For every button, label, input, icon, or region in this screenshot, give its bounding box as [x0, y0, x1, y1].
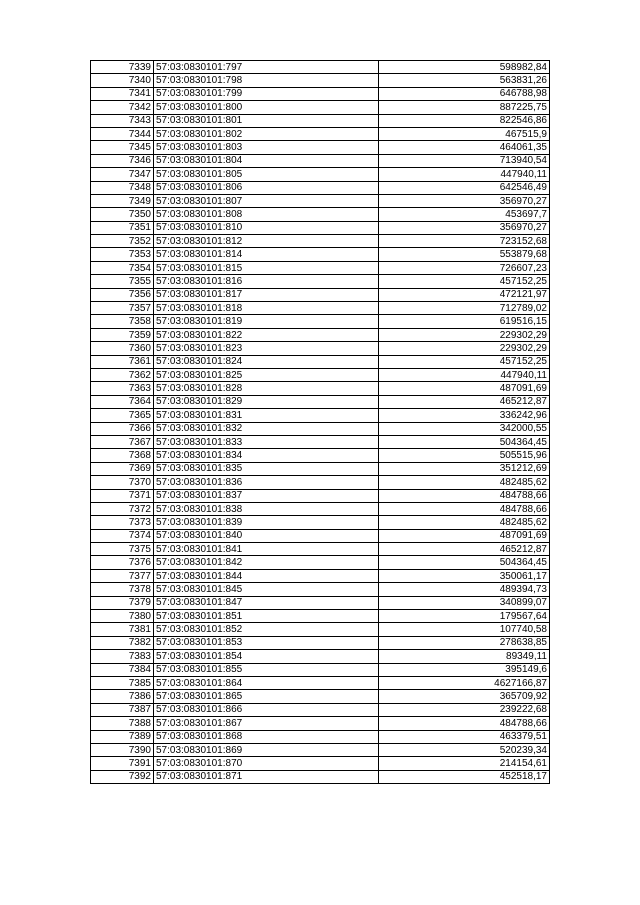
cadastral-value-cell: 107740,58 [379, 623, 550, 636]
table-row [91, 221, 550, 234]
cadastral-value-cell: 356970,27 [379, 194, 550, 207]
table-row [91, 235, 550, 248]
cadastral-value-cell: 465212,87 [379, 543, 550, 556]
row-number-cell: 7341 [91, 87, 154, 100]
table-row [91, 663, 550, 676]
row-number-cell: 7350 [91, 208, 154, 221]
table-row [91, 610, 550, 623]
table-row [91, 650, 550, 663]
row-number-cell: 7380 [91, 610, 154, 623]
cadastral-number-cell: 57:03:0830101:804 [154, 154, 379, 167]
row-number-cell: 7364 [91, 395, 154, 408]
table-body [91, 61, 550, 784]
cadastral-number-cell: 57:03:0830101:828 [154, 382, 379, 395]
cadastral-number-cell: 57:03:0830101:823 [154, 342, 379, 355]
table-row [91, 516, 550, 529]
table-row [91, 275, 550, 288]
cadastral-value-cell: 179567,64 [379, 610, 550, 623]
cadastral-value-cell: 484788,66 [379, 489, 550, 502]
table-row [91, 449, 550, 462]
cadastral-number-cell: 57:03:0830101:866 [154, 703, 379, 716]
cadastral-number-cell: 57:03:0830101:842 [154, 556, 379, 569]
table-row [91, 502, 550, 515]
table-row [91, 74, 550, 87]
cadastral-value-cell: 520239,34 [379, 743, 550, 756]
cadastral-value-cell: 484788,66 [379, 502, 550, 515]
cadastral-number-cell: 57:03:0830101:835 [154, 462, 379, 475]
table-row [91, 127, 550, 140]
cadastral-number-cell: 57:03:0830101:864 [154, 676, 379, 689]
cadastral-number-cell: 57:03:0830101:814 [154, 248, 379, 261]
row-number-cell: 7343 [91, 114, 154, 127]
cadastral-value-cell: 342000,55 [379, 422, 550, 435]
cadastral-number-cell: 57:03:0830101:816 [154, 275, 379, 288]
cadastral-value-cell: 504364,45 [379, 556, 550, 569]
table-row [91, 623, 550, 636]
cadastral-number-cell: 57:03:0830101:799 [154, 87, 379, 100]
row-number-cell: 7381 [91, 623, 154, 636]
cadastral-value-cell: 350061,17 [379, 569, 550, 582]
cadastral-number-cell: 57:03:0830101:851 [154, 610, 379, 623]
row-number-cell: 7361 [91, 355, 154, 368]
cadastral-number-cell: 57:03:0830101:867 [154, 717, 379, 730]
cadastral-number-cell: 57:03:0830101:812 [154, 235, 379, 248]
cadastral-value-cell: 4627166,87 [379, 676, 550, 689]
cadastral-value-cell: 487091,69 [379, 382, 550, 395]
cadastral-value-cell: 489394,73 [379, 583, 550, 596]
row-number-cell: 7384 [91, 663, 154, 676]
row-number-cell: 7365 [91, 409, 154, 422]
row-number-cell: 7351 [91, 221, 154, 234]
cadastral-value-cell: 822546,86 [379, 114, 550, 127]
cadastral-number-cell: 57:03:0830101:869 [154, 743, 379, 756]
table-row [91, 583, 550, 596]
table-row [91, 87, 550, 100]
cadastral-number-cell: 57:03:0830101:837 [154, 489, 379, 502]
cadastral-number-cell: 57:03:0830101:806 [154, 181, 379, 194]
cadastral-number-cell: 57:03:0830101:840 [154, 529, 379, 542]
row-number-cell: 7376 [91, 556, 154, 569]
cadastral-number-cell: 57:03:0830101:845 [154, 583, 379, 596]
cadastral-number-cell: 57:03:0830101:831 [154, 409, 379, 422]
cadastral-value-cell: 395149,6 [379, 663, 550, 676]
row-number-cell: 7347 [91, 168, 154, 181]
table-row [91, 302, 550, 315]
cadastral-value-cell: 447940,11 [379, 168, 550, 181]
cadastral-number-cell: 57:03:0830101:833 [154, 435, 379, 448]
cadastral-value-cell: 457152,25 [379, 355, 550, 368]
table-row [91, 61, 550, 74]
cadastral-value-cell: 482485,62 [379, 516, 550, 529]
row-number-cell: 7362 [91, 368, 154, 381]
cadastral-number-cell: 57:03:0830101:818 [154, 302, 379, 315]
table-row [91, 248, 550, 261]
table-row [91, 676, 550, 689]
row-number-cell: 7392 [91, 770, 154, 783]
row-number-cell: 7368 [91, 449, 154, 462]
cadastral-number-cell: 57:03:0830101:808 [154, 208, 379, 221]
row-number-cell: 7391 [91, 757, 154, 770]
row-number-cell: 7363 [91, 382, 154, 395]
table-row [91, 462, 550, 475]
cadastral-number-cell: 57:03:0830101:839 [154, 516, 379, 529]
cadastral-number-cell: 57:03:0830101:853 [154, 636, 379, 649]
table-row [91, 154, 550, 167]
row-number-cell: 7355 [91, 275, 154, 288]
row-number-cell: 7353 [91, 248, 154, 261]
cadastral-number-cell: 57:03:0830101:824 [154, 355, 379, 368]
row-number-cell: 7342 [91, 101, 154, 114]
row-number-cell: 7352 [91, 235, 154, 248]
table-row [91, 596, 550, 609]
cadastral-value-cell: 598982,84 [379, 61, 550, 74]
table-row [91, 409, 550, 422]
table-row [91, 288, 550, 301]
cadastral-value-cell: 505515,96 [379, 449, 550, 462]
table-row [91, 435, 550, 448]
table-row [91, 743, 550, 756]
table-row [91, 703, 550, 716]
cadastral-number-cell: 57:03:0830101:844 [154, 569, 379, 582]
cadastral-number-cell: 57:03:0830101:800 [154, 101, 379, 114]
row-number-cell: 7378 [91, 583, 154, 596]
row-number-cell: 7359 [91, 328, 154, 341]
row-number-cell: 7360 [91, 342, 154, 355]
cadastral-value-cell: 553879,68 [379, 248, 550, 261]
cadastral-number-cell: 57:03:0830101:854 [154, 650, 379, 663]
cadastral-value-cell: 278638,85 [379, 636, 550, 649]
cadastral-number-cell: 57:03:0830101:847 [154, 596, 379, 609]
cadastral-value-cell: 723152,68 [379, 235, 550, 248]
table-row [91, 181, 550, 194]
cadastral-value-cell: 726607,23 [379, 261, 550, 274]
cadastral-number-cell: 57:03:0830101:838 [154, 502, 379, 515]
table-row [91, 355, 550, 368]
cadastral-value-cell: 472121,97 [379, 288, 550, 301]
table-row [91, 368, 550, 381]
cadastral-value-cell: 351212,69 [379, 462, 550, 475]
table-row [91, 489, 550, 502]
row-number-cell: 7373 [91, 516, 154, 529]
row-number-cell: 7383 [91, 650, 154, 663]
cadastral-value-cell: 713940,54 [379, 154, 550, 167]
cadastral-value-cell: 712789,02 [379, 302, 550, 315]
cadastral-number-cell: 57:03:0830101:807 [154, 194, 379, 207]
row-number-cell: 7386 [91, 690, 154, 703]
cadastral-value-cell: 646788,98 [379, 87, 550, 100]
table-row [91, 328, 550, 341]
cadastral-number-cell: 57:03:0830101:834 [154, 449, 379, 462]
cadastral-value-cell: 214154,61 [379, 757, 550, 770]
table-row [91, 382, 550, 395]
table-row [91, 101, 550, 114]
cadastral-number-cell: 57:03:0830101:836 [154, 476, 379, 489]
row-number-cell: 7356 [91, 288, 154, 301]
row-number-cell: 7372 [91, 502, 154, 515]
cadastral-value-cell: 487091,69 [379, 529, 550, 542]
row-number-cell: 7382 [91, 636, 154, 649]
row-number-cell: 7385 [91, 676, 154, 689]
cadastral-value-cell: 229302,29 [379, 328, 550, 341]
row-number-cell: 7344 [91, 127, 154, 140]
cadastral-value-cell: 563831,26 [379, 74, 550, 87]
row-number-cell: 7348 [91, 181, 154, 194]
row-number-cell: 7374 [91, 529, 154, 542]
cadastral-number-cell: 57:03:0830101:822 [154, 328, 379, 341]
cadastral-value-cell: 465212,87 [379, 395, 550, 408]
cadastral-number-cell: 57:03:0830101:798 [154, 74, 379, 87]
table-row [91, 261, 550, 274]
row-number-cell: 7387 [91, 703, 154, 716]
table-row [91, 690, 550, 703]
cadastral-number-cell: 57:03:0830101:841 [154, 543, 379, 556]
cadastral-value-cell: 229302,29 [379, 342, 550, 355]
table-row [91, 208, 550, 221]
table-row [91, 141, 550, 154]
cadastral-value-cell: 89349,11 [379, 650, 550, 663]
row-number-cell: 7345 [91, 141, 154, 154]
cadastral-number-cell: 57:03:0830101:832 [154, 422, 379, 435]
table-row [91, 395, 550, 408]
table-row [91, 529, 550, 542]
table-row [91, 569, 550, 582]
row-number-cell: 7339 [91, 61, 154, 74]
row-number-cell: 7375 [91, 543, 154, 556]
table-row [91, 717, 550, 730]
row-number-cell: 7370 [91, 476, 154, 489]
row-number-cell: 7340 [91, 74, 154, 87]
row-number-cell: 7377 [91, 569, 154, 582]
cadastral-value-cell: 467515,9 [379, 127, 550, 140]
cadastral-value-cell: 453697,7 [379, 208, 550, 221]
cadastral-value-cell: 463379,51 [379, 730, 550, 743]
table-row [91, 114, 550, 127]
table-row [91, 770, 550, 783]
table-row [91, 730, 550, 743]
cadastral-value-cell: 484788,66 [379, 717, 550, 730]
row-number-cell: 7357 [91, 302, 154, 315]
table-row [91, 543, 550, 556]
table-row [91, 757, 550, 770]
row-number-cell: 7371 [91, 489, 154, 502]
cadastral-number-cell: 57:03:0830101:802 [154, 127, 379, 140]
row-number-cell: 7390 [91, 743, 154, 756]
cadastral-number-cell: 57:03:0830101:803 [154, 141, 379, 154]
cadastral-number-cell: 57:03:0830101:855 [154, 663, 379, 676]
cadastral-value-cell: 504364,45 [379, 435, 550, 448]
cadastral-number-cell: 57:03:0830101:865 [154, 690, 379, 703]
cadastral-value-cell: 239222,68 [379, 703, 550, 716]
cadastral-number-cell: 57:03:0830101:819 [154, 315, 379, 328]
cadastral-number-cell: 57:03:0830101:815 [154, 261, 379, 274]
row-number-cell: 7354 [91, 261, 154, 274]
row-number-cell: 7346 [91, 154, 154, 167]
cadastral-number-cell: 57:03:0830101:817 [154, 288, 379, 301]
cadastral-value-cell: 340899,07 [379, 596, 550, 609]
row-number-cell: 7369 [91, 462, 154, 475]
table-row [91, 556, 550, 569]
cadastral-value-cell: 482485,62 [379, 476, 550, 489]
cadastral-value-cell: 452518,17 [379, 770, 550, 783]
table-row [91, 476, 550, 489]
row-number-cell: 7366 [91, 422, 154, 435]
cadastral-number-cell: 57:03:0830101:797 [154, 61, 379, 74]
row-number-cell: 7388 [91, 717, 154, 730]
cadastral-number-cell: 57:03:0830101:871 [154, 770, 379, 783]
table-row [91, 636, 550, 649]
cadastral-value-cell: 365709,92 [379, 690, 550, 703]
row-number-cell: 7358 [91, 315, 154, 328]
table-row [91, 194, 550, 207]
cadastral-number-cell: 57:03:0830101:805 [154, 168, 379, 181]
cadastral-number-cell: 57:03:0830101:801 [154, 114, 379, 127]
row-number-cell: 7367 [91, 435, 154, 448]
cadastral-number-cell: 57:03:0830101:825 [154, 368, 379, 381]
row-number-cell: 7379 [91, 596, 154, 609]
cadastral-value-cell: 887225,75 [379, 101, 550, 114]
cadastral-number-cell: 57:03:0830101:810 [154, 221, 379, 234]
row-number-cell: 7389 [91, 730, 154, 743]
cadastral-value-table [90, 60, 550, 784]
cadastral-number-cell: 57:03:0830101:852 [154, 623, 379, 636]
cadastral-value-cell: 447940,11 [379, 368, 550, 381]
cadastral-number-cell: 57:03:0830101:829 [154, 395, 379, 408]
table-row [91, 168, 550, 181]
cadastral-value-cell: 642546,49 [379, 181, 550, 194]
cadastral-value-cell: 356970,27 [379, 221, 550, 234]
table-row [91, 315, 550, 328]
table-row [91, 342, 550, 355]
cadastral-value-cell: 464061,35 [379, 141, 550, 154]
cadastral-value-cell: 619516,15 [379, 315, 550, 328]
row-number-cell: 7349 [91, 194, 154, 207]
cadastral-number-cell: 57:03:0830101:868 [154, 730, 379, 743]
cadastral-number-cell: 57:03:0830101:870 [154, 757, 379, 770]
table-row [91, 422, 550, 435]
cadastral-value-cell: 336242,96 [379, 409, 550, 422]
cadastral-value-cell: 457152,25 [379, 275, 550, 288]
